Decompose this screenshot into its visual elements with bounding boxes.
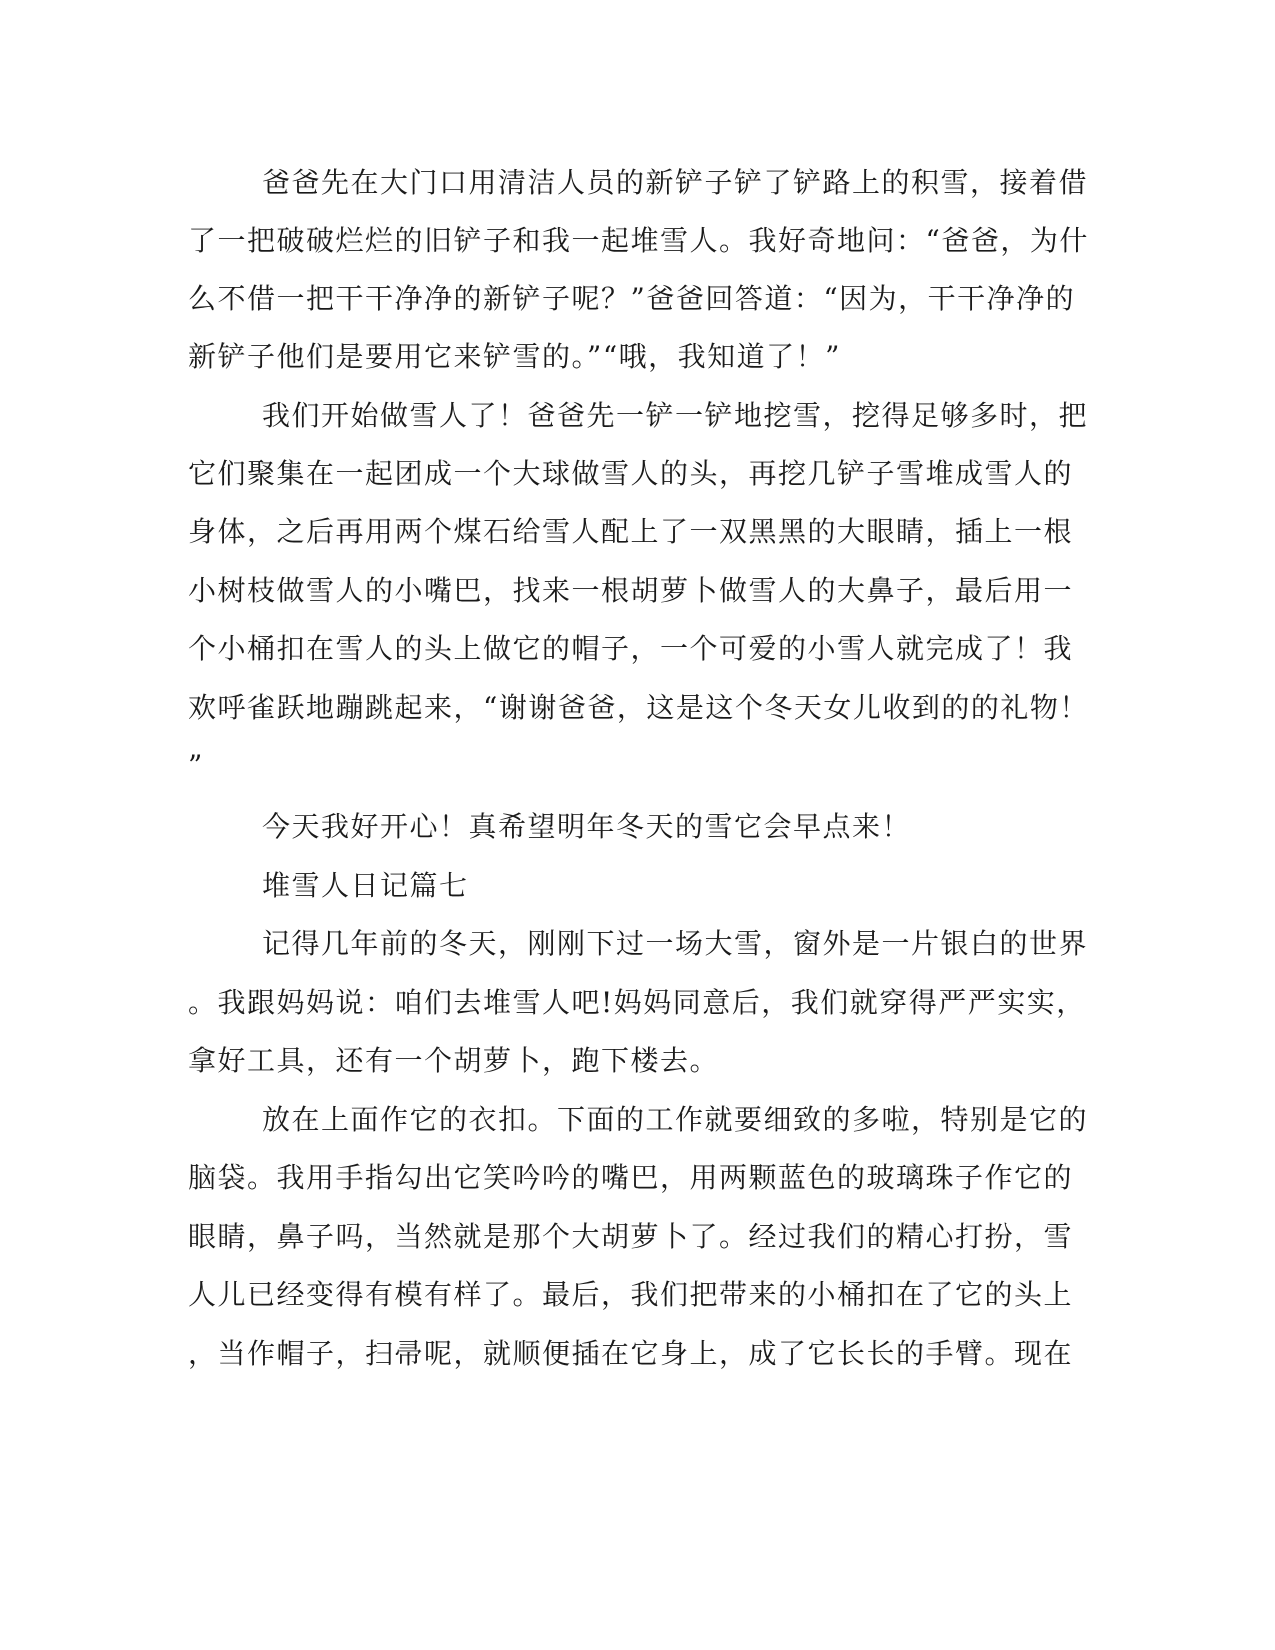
paragraph-line: 放在上面作它的衣扣。下面的工作就要细致的多啦，特别是它的 <box>262 1103 1089 1136</box>
paragraph-line: 拿好工具，还有一个胡萝卜，跑下楼去。 <box>188 1044 720 1077</box>
paragraph-line: 脑袋。我用手指勾出它笑吟吟的嘴巴，用两颗蓝色的玻璃珠子作它的 <box>188 1161 1074 1194</box>
paragraph-line: 小树枝做雪人的小嘴巴，找来一根胡萝卜做雪人的大鼻子，最后用一 <box>188 574 1074 607</box>
paragraph-line: 么不借一把干干净净的新铲子呢？”爸爸回答道：“因为，干干净净的 <box>188 282 1076 315</box>
paragraph-line: ” <box>188 749 204 782</box>
paragraph-line: 新铲子他们是要用它来铲雪的。”“哦，我知道了！” <box>188 340 841 373</box>
paragraph-line: 了一把破破烂烂的旧铲子和我一起堆雪人。我好奇地问：“爸爸，为什 <box>188 224 1089 257</box>
section-heading: 堆雪人日记篇七 <box>262 869 469 902</box>
paragraph-line: 今天我好开心！真希望明年冬天的雪它会早点来！ <box>262 810 912 843</box>
paragraph-line: ，当作帽子，扫帚呢，就顺便插在它身上，成了它长长的手臂。现在 <box>188 1337 1074 1370</box>
paragraph-line: 它们聚集在一起团成一个大球做雪人的头，再挖几铲子雪堆成雪人的 <box>188 457 1074 490</box>
paragraph-line: 我们开始做雪人了！爸爸先一铲一铲地挖雪，挖得足够多时，把 <box>262 399 1089 432</box>
paragraph-line: 记得几年前的冬天，刚刚下过一场大雪，窗外是一片银白的世界 <box>262 927 1089 960</box>
paragraph-line: 身体，之后再用两个煤石给雪人配上了一双黑黑的大眼睛，插上一根 <box>188 515 1074 548</box>
paragraph-line: 眼睛，鼻子吗，当然就是那个大胡萝卜了。经过我们的精心打扮，雪 <box>188 1220 1074 1253</box>
paragraph-line: 欢呼雀跃地蹦跳起来，“谢谢爸爸，这是这个冬天女儿收到的的礼物！ <box>188 691 1089 724</box>
paragraph-line: 爸爸先在大门口用清洁人员的新铲子铲了铲路上的积雪，接着借 <box>262 166 1089 199</box>
paragraph-line: 个小桶扣在雪人的头上做它的帽子，一个可爱的小雪人就完成了！我 <box>188 632 1074 665</box>
paragraph-line: 人儿已经变得有模有样了。最后，我们把带来的小桶扣在了它的头上 <box>188 1278 1074 1311</box>
paragraph-line: 。我跟妈妈说：咱们去堆雪人吧!妈妈同意后，我们就穿得严严实实， <box>188 986 1086 1019</box>
